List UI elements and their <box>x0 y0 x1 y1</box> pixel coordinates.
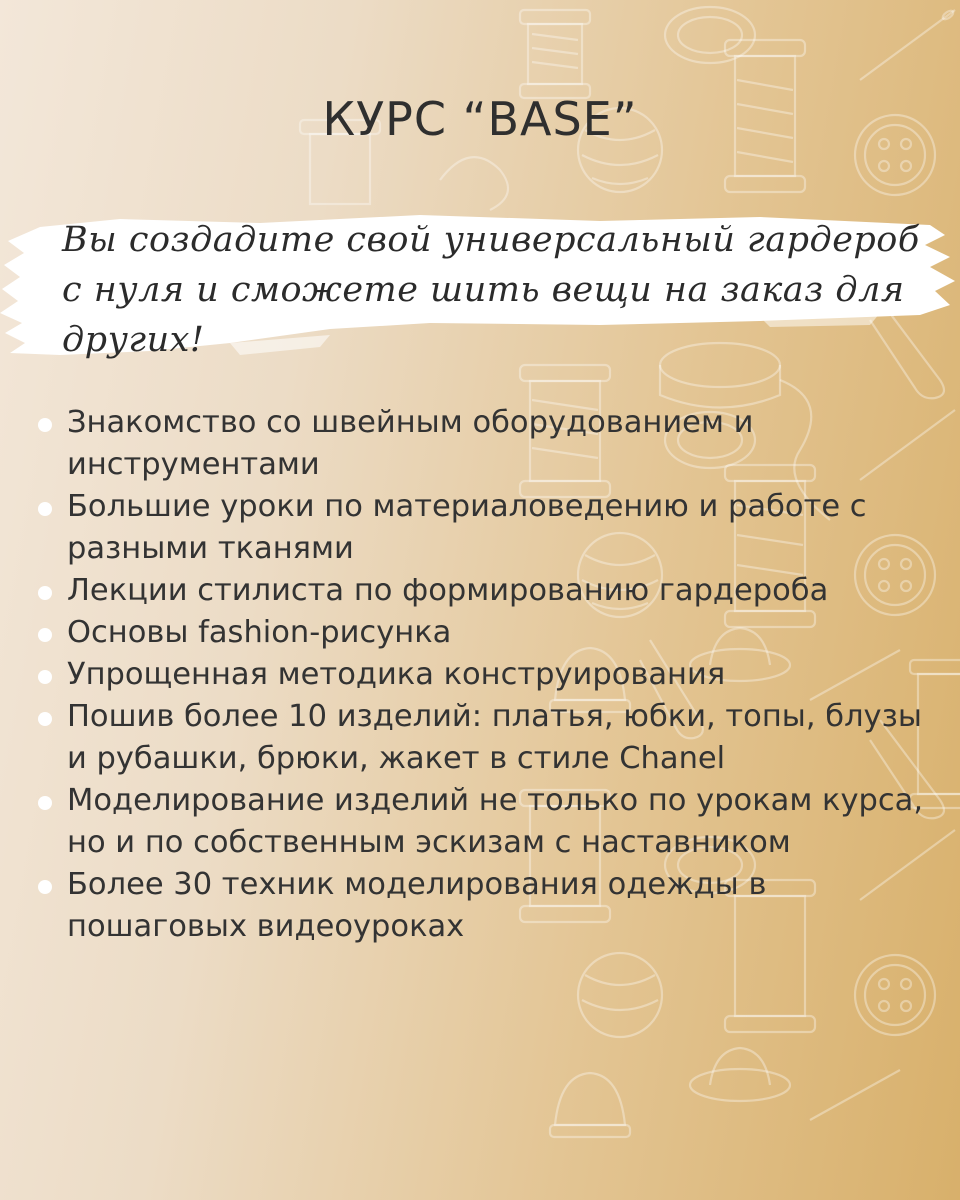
bullet-dot <box>38 880 52 894</box>
list-item <box>36 486 936 570</box>
list-item-text: Большие уроки по материаловедению и работе с разными тканями <box>67 489 867 566</box>
list-item <box>36 696 936 780</box>
list-item-text: Знакомство со швейным оборудованием и инструментами <box>67 405 754 482</box>
list-item-text: Моделирование изделий не только по урокам курса, но и по собственным эскизам с наставником <box>67 783 924 860</box>
bullet-dot <box>38 670 52 684</box>
bullet-dot <box>38 628 52 642</box>
list-item <box>36 570 936 612</box>
list-item-text: Пошив более 10 изделий: платья, юбки, топы, блузы и рубашки, брюки, жакет в стиле Chanel <box>67 699 922 776</box>
list-item-text: Основы fashion-рисунка <box>67 615 452 650</box>
list-item-text: Упрощенная методика конструирования <box>67 657 726 692</box>
list-item <box>36 864 936 948</box>
bullet-dot <box>38 712 52 726</box>
list-item <box>36 402 936 486</box>
feature-list <box>36 402 936 948</box>
page-title: КУРС “BASE” <box>322 92 638 146</box>
bullet-dot <box>38 502 52 516</box>
list-item-text: Более 30 техник моделирования одежды в пошаговых видеоуроках <box>67 867 767 944</box>
bullet-dot <box>38 796 52 810</box>
thimble-icon <box>550 1073 630 1137</box>
bullet-dot <box>38 586 52 600</box>
button-icon <box>665 7 755 63</box>
list-item <box>36 780 936 864</box>
list-item <box>36 612 936 654</box>
course-tagline: Вы создадите свой универсальный гардероб с нуля и сможете шить вещи на заказ для других! <box>62 220 920 360</box>
yarn-ball-icon <box>578 953 662 1037</box>
thread-spool-icon <box>520 10 590 98</box>
bullet-dot <box>38 418 52 432</box>
list-item <box>36 654 936 696</box>
list-item-text: Лекции стилиста по формированию гардероба <box>67 573 829 608</box>
button-icon <box>855 955 935 1035</box>
